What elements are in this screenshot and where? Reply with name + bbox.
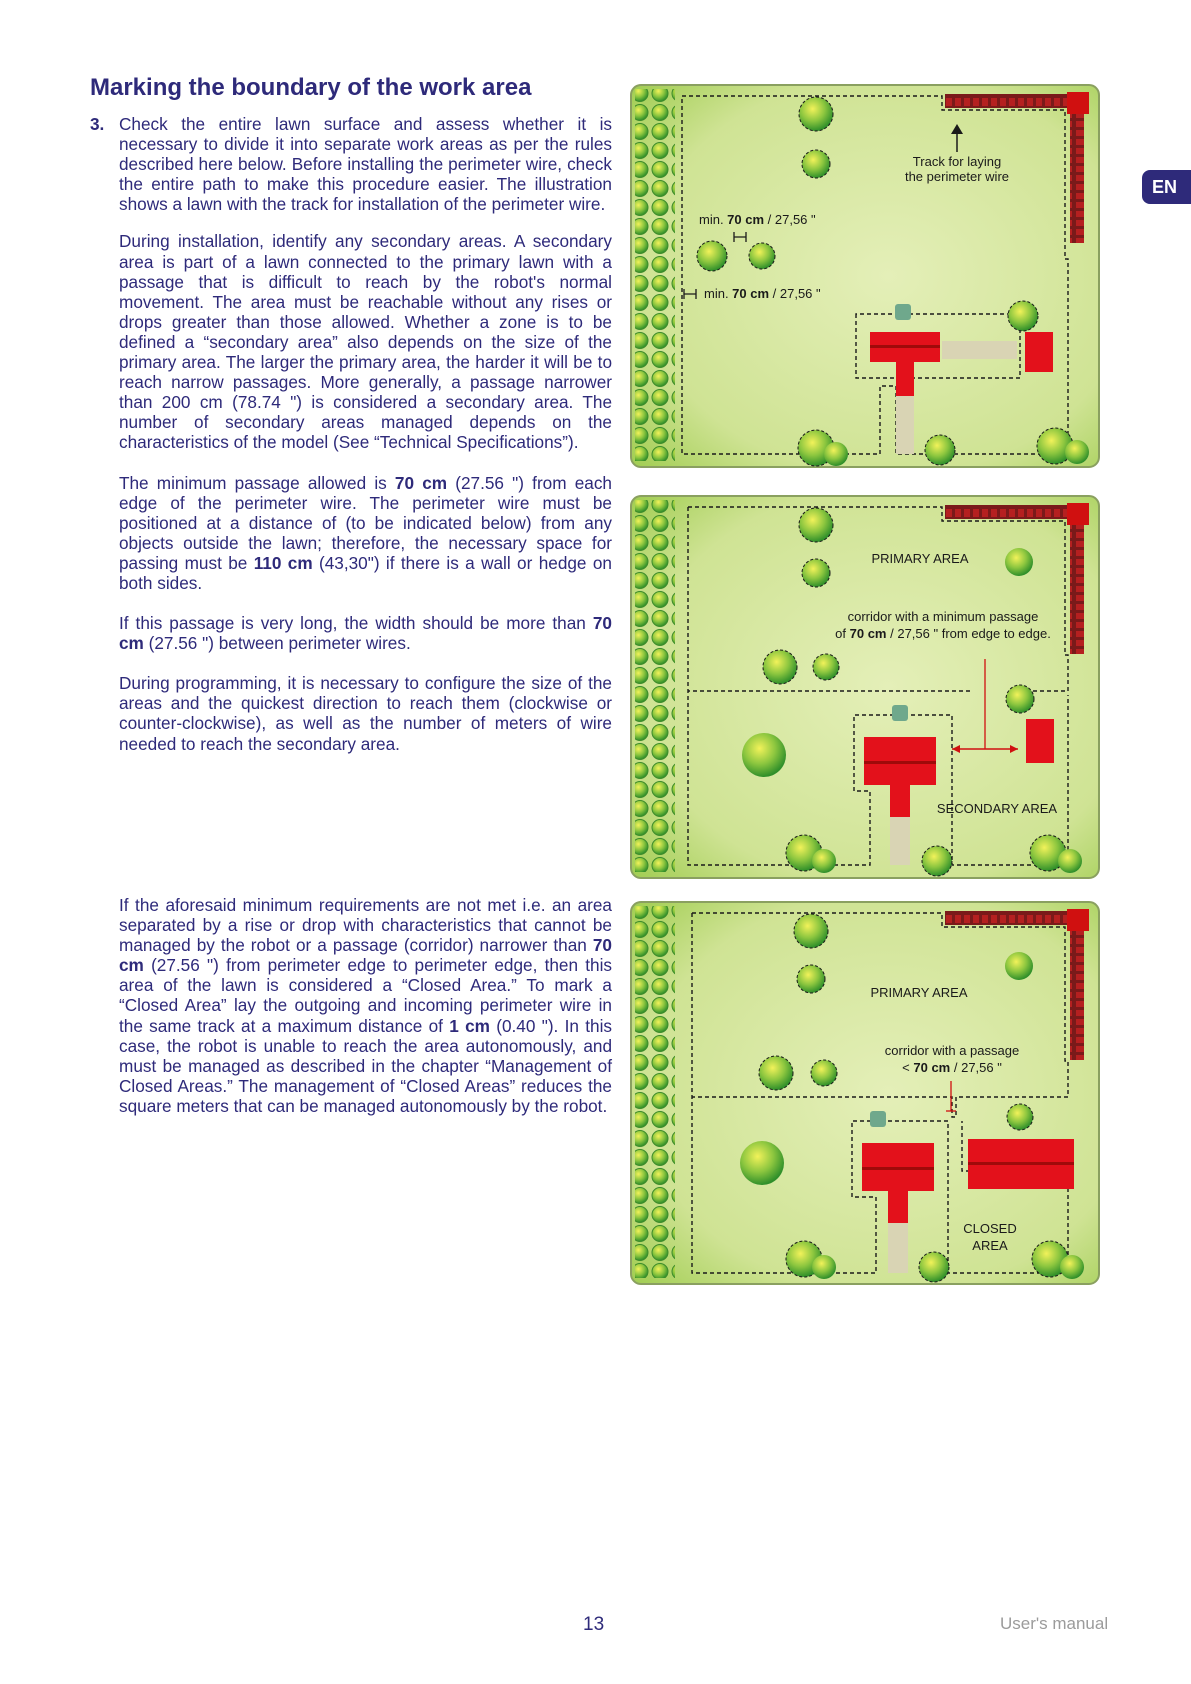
fence-post: [1067, 92, 1089, 114]
tree: [811, 1060, 837, 1086]
manual-label: User's manual: [1000, 1614, 1109, 1633]
min-distance-label-2: min. 70 cm / 27,56 ": [704, 286, 821, 301]
hedge-row-left: [635, 500, 675, 872]
garden-box: [892, 705, 908, 721]
tree: [922, 846, 952, 876]
path-patio: [942, 341, 1017, 359]
lawn-illustration-3: [630, 901, 1100, 1285]
fence-top: [945, 505, 1067, 519]
garden-box: [895, 304, 911, 320]
fence-right: [1070, 925, 1084, 1060]
track-label-line2: the perimeter wire: [904, 169, 1010, 184]
tree: [1008, 301, 1038, 331]
text-block-closed-area: [90, 895, 612, 1116]
driveway: [896, 396, 914, 454]
language-badge: EN: [1142, 170, 1191, 204]
house-annex: [896, 362, 914, 396]
tree: [697, 241, 727, 271]
tree: [925, 435, 955, 465]
tree: [749, 243, 775, 269]
fence-post: [1067, 503, 1089, 525]
house-annex: [890, 785, 910, 817]
tree: [742, 733, 786, 777]
tree: [1065, 440, 1089, 464]
hedge-row-left: [635, 906, 675, 1278]
tree: [812, 849, 836, 873]
page-number: 13: [583, 1614, 605, 1635]
tree: [1058, 849, 1082, 873]
shed-roof: [1026, 719, 1054, 763]
garden-box: [870, 1111, 886, 1127]
paragraph-secondary-areas: During installation, identify any secondary areas. A secondary area is part of a lawn connected to the primary lawn with a passage that is difficult to reach by the robot's normal movement. The area must be reachable without any rises or drops greater than those allowed. Whether a zone is to be defined a “secondary area” also depends on the size of the primary area. The larger the primary area, the harder it will be to reach narrow passages. More generally, a passage narrower than 200 cm (78.74 ") is considered a secondary area. The number of secondary areas managed depends on the characteristics of the model (See “Technical Specifications”).: [119, 231, 612, 453]
corridor-label-line1: corridor with a minimum passage: [847, 609, 1039, 624]
tree: [824, 442, 848, 466]
tree: [794, 914, 828, 948]
fence-right: [1070, 108, 1084, 243]
tree: [812, 1255, 836, 1279]
primary-area-label: PRIMARY AREA: [870, 985, 968, 1000]
tree: [802, 559, 830, 587]
fence-right: [1070, 519, 1084, 654]
lawn-illustration-2: [630, 495, 1100, 879]
paragraph-long-passage: If this passage is very long, the width should be more than 70 cm (27.56 ") between perimeter wires.: [119, 613, 612, 654]
track-label-line1: Track for laying: [912, 154, 1002, 169]
paragraph-programming: During programming, it is necessary to configure the size of the areas and the quickest direction to reach them (clockwise or counter-clockwise), as well as the number of meters of wire needed to reach the secondary area.: [119, 673, 612, 754]
paragraph-closed-area: If the aforesaid minimum requirements are not met i.e. an area separated by a rise or drop with characteristics that cannot be managed by the robot or a passage (corridor) narrower than 70 cm (27.56 ") from perimeter edge to perimeter edge, then this area of the lawn is considered a “Closed Area.” To mark a “Closed Area” lay the outgoing and incoming perimeter wire in the same track at a maximum distance of 1 cm (0.40 "). In this case, the robot is unable to reach the area autonomously, and must be managed as described in the chapter “Management of Closed Areas.” The management of “Closed Areas” reduces the square meters that can be managed autonomously by the robot.: [119, 895, 612, 1116]
fence-top: [945, 911, 1067, 925]
tree: [799, 97, 833, 131]
tree: [1060, 1255, 1084, 1279]
diagram-perimeter-track: [630, 84, 1100, 468]
driveway: [888, 1223, 908, 1273]
tree: [799, 508, 833, 542]
tree: [797, 965, 825, 993]
step-number: 3.: [90, 114, 105, 134]
paragraph-check-lawn: Check the entire lawn surface and assess whether it is necessary to divide it into separate work areas as per the rules described here below. Before installing the perimeter wire, check the entire path to make this procedure easier. The illustration shows a lawn with the track for installation of the perimeter wire.: [119, 114, 612, 215]
closed-area-label-line1: CLOSED: [963, 1221, 1017, 1236]
corridor-label-line2: of 70 cm / 27,56 " from edge to edge.: [835, 626, 1051, 641]
tree: [1006, 685, 1034, 713]
tree: [802, 150, 830, 178]
min-distance-label-1: min. 70 cm / 27,56 ": [699, 212, 816, 227]
diagram-secondary-area: [630, 495, 1100, 879]
secondary-area-label: SECONDARY AREA: [936, 801, 1058, 816]
text-block-intro: [90, 114, 612, 754]
tree: [1007, 1104, 1033, 1130]
tree: [763, 650, 797, 684]
diagram-closed-area: [630, 901, 1100, 1285]
tree: [813, 654, 839, 680]
tree: [1005, 952, 1033, 980]
driveway: [890, 817, 910, 865]
lawn-area: [631, 85, 1099, 467]
fence-top: [945, 94, 1067, 108]
tree: [1005, 548, 1033, 576]
corridor-label-line2: < 70 cm / 27,56 ": [902, 1060, 1002, 1075]
fence-post: [1067, 909, 1089, 931]
closed-area-label-line2: AREA: [972, 1238, 1008, 1253]
corridor-label-line1: corridor with a passage: [884, 1043, 1020, 1058]
house-annex: [888, 1191, 908, 1223]
paragraph-minimum-passage: The minimum passage allowed is 70 cm (27.56 ") from each edge of the perimeter wire. The perimeter wire must be positioned at a distance of (to be indicated below) from any objects outside the lawn; therefore, the necessary space for passing must be 110 cm (43,30") if there is a wall or hedge on both sides.: [119, 472, 612, 593]
lawn-illustration-1: [630, 84, 1100, 468]
shed-roof: [1025, 332, 1053, 372]
hedge-row-left: [635, 89, 675, 461]
tree: [919, 1252, 949, 1282]
page-title: Marking the boundary of the work area: [90, 74, 532, 101]
tree: [740, 1141, 784, 1185]
primary-area-label: PRIMARY AREA: [871, 551, 969, 566]
tree: [759, 1056, 793, 1090]
